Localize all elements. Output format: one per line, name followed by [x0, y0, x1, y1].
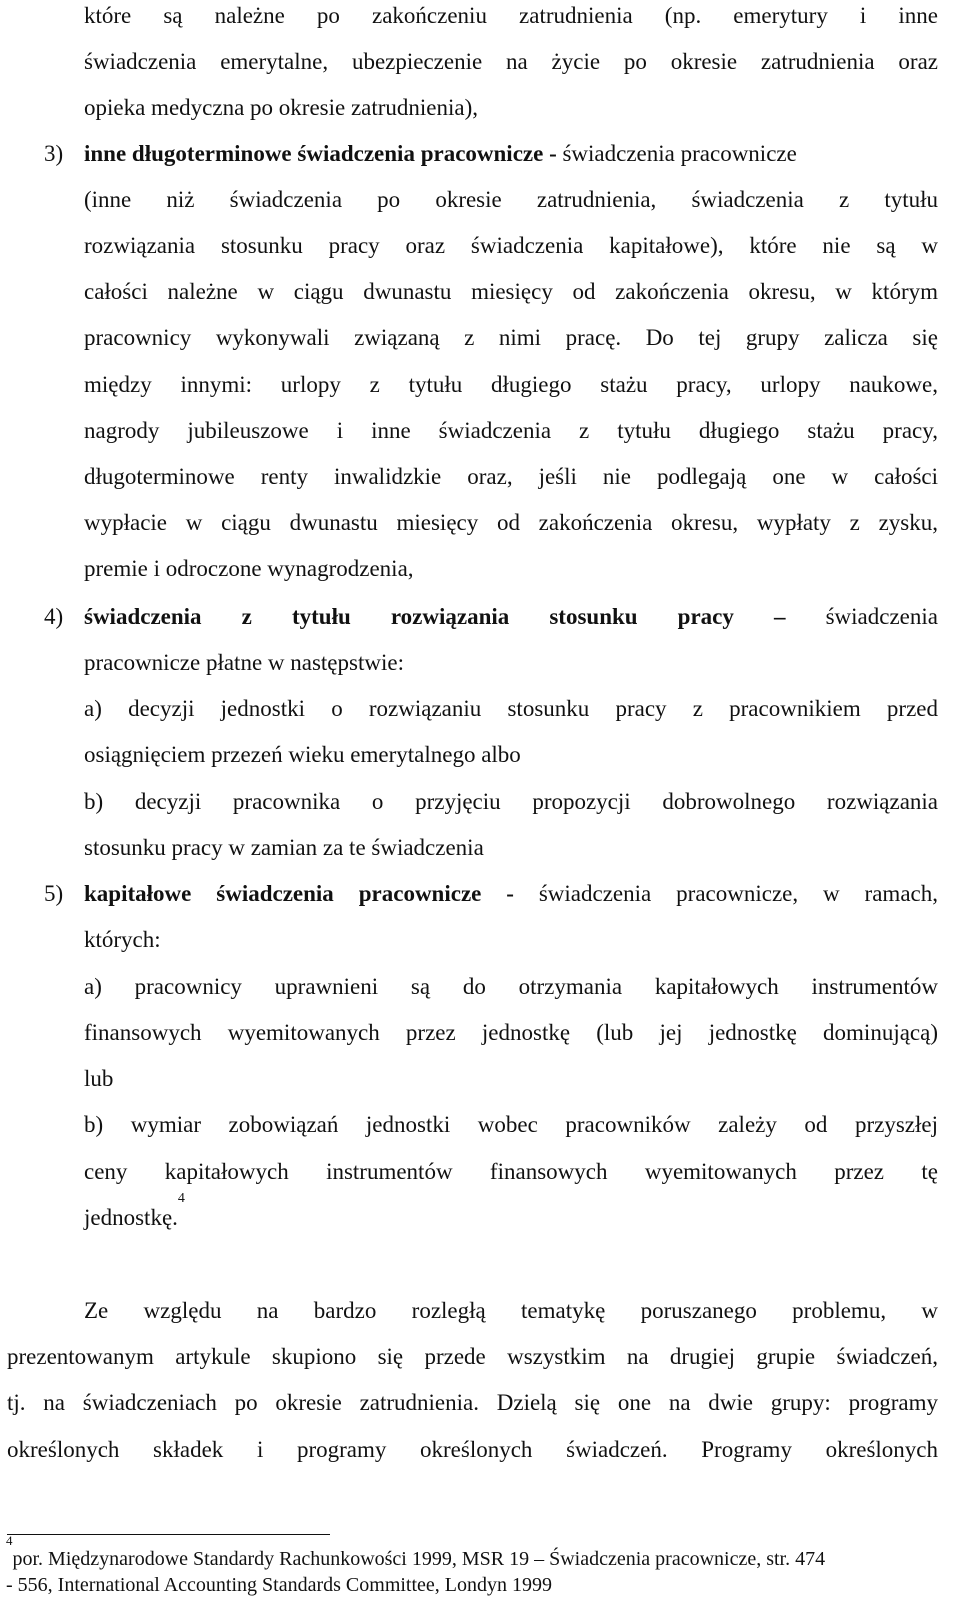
text-line: pracownicy wykonywali związaną z nimi pracę. Do tej grupy zalicza się	[84, 325, 938, 350]
text-line: a) pracownicy uprawnieni są do otrzymania kapitałowych instrumentów	[84, 974, 938, 999]
text-line: b) decyzji pracownika o przyjęciu propozycji dobrowolnego rozwiązania	[84, 789, 938, 814]
footnote-number: 4	[6, 1533, 13, 1548]
text-line: między innymi: urlopy z tytułu długiego stażu pracy, urlopy naukowe,	[84, 372, 938, 397]
text-line: ceny kapitałowych instrumentów finansowych wyemitowanych przez tę	[84, 1159, 938, 1184]
text-line: świadczenia emerytalne, ubezpieczenie na życie po okresie zatrudnienia oraz	[84, 49, 938, 74]
text-line: długoterminowe renty inwalidzkie oraz, jeśli nie podlegają one w całości	[84, 464, 938, 489]
text-line: które są należne po zakończeniu zatrudnienia (np. emerytury i inne	[84, 3, 938, 28]
list-number: 3)	[44, 141, 64, 166]
list-item-lead	[84, 602, 938, 632]
footnote-separator	[7, 1534, 330, 1535]
text-line: finansowych wyemitowanych przez jednostkę (lub jej jednostkę dominującą)	[84, 1020, 938, 1045]
text-line: określonych składek i programy określonych świadczeń. Programy określonych	[7, 1437, 938, 1462]
footnote-reference: 4	[177, 1191, 185, 1206]
term-heading: inne długoterminowe świadczenia pracownicze -	[84, 141, 557, 166]
list-number: 5)	[44, 881, 64, 906]
text-line: całości należne w ciągu dwunastu miesięcy od zakończenia okresu, w którym	[84, 279, 938, 304]
list-number: 4)	[44, 604, 64, 629]
text-line: Ze względu na bardzo rozległą tematykę poruszanego problemu, w	[84, 1298, 938, 1323]
term-heading: świadczenia z tytułu rozwiązania stosunku pracy –	[84, 604, 786, 629]
text-span: jednostkę.	[84, 1205, 178, 1230]
text-line: nagrody jubileuszowe i inne świadczenia z tytułu długiego stażu pracy,	[84, 418, 938, 443]
text-line: b) wymiar zobowiązań jednostki wobec pracowników zależy od przyszłej	[84, 1112, 938, 1137]
text-line: pracownicze płatne w następstwie:	[84, 650, 404, 675]
text-span: por. Międzynarodowe Standardy Rachunkowości 1999, MSR 19 – Świadczenia pracownicze, str. 474	[12, 1548, 826, 1570]
text-line: a) decyzji jednostki o rozwiązaniu stosunku pracy z pracownikiem przed	[84, 696, 938, 721]
text-line: osiągnięciem przezeń wieku emerytalnego albo	[84, 742, 521, 767]
text-line: których:	[84, 927, 161, 952]
text-line: lub	[84, 1066, 114, 1091]
term-heading: kapitałowe świadczenia pracownicze -	[84, 881, 514, 906]
text-span: świadczenia	[785, 604, 938, 629]
footnote-line: - 556, International Accounting Standards Committee, Londyn 1999	[6, 1574, 553, 1596]
text-line: rozwiązania stosunku pracy oraz świadczenia kapitałowe), które nie są w	[84, 233, 938, 258]
text-line: opieka medyczna po okresie zatrudnienia),	[84, 95, 479, 120]
text-line: tj. na świadczeniach po okresie zatrudnienia. Dzielą się one na dwie grupy: programy	[7, 1390, 938, 1415]
text-line: premie i odroczone wynagrodzenia,	[84, 556, 414, 581]
text-line: (inne niż świadczenia po okresie zatrudnienia, świadczenia z tytułu	[84, 187, 938, 212]
text-line	[84, 1191, 938, 1233]
text-span: świadczenia pracownicze, w ramach,	[513, 881, 938, 906]
text-line: stosunku pracy w zamian za te świadczenia	[84, 835, 484, 860]
text-line: prezentowanym artykule skupiono się przede wszystkim na drugiej grupie świadczeń,	[7, 1344, 938, 1369]
list-item-lead	[84, 139, 938, 169]
text-line: wypłacie w ciągu dwunastu miesięcy od zakończenia okresu, wypłaty z zysku,	[84, 510, 938, 535]
text-span: świadczenia pracownicze	[556, 141, 797, 166]
list-item-lead	[84, 879, 938, 909]
